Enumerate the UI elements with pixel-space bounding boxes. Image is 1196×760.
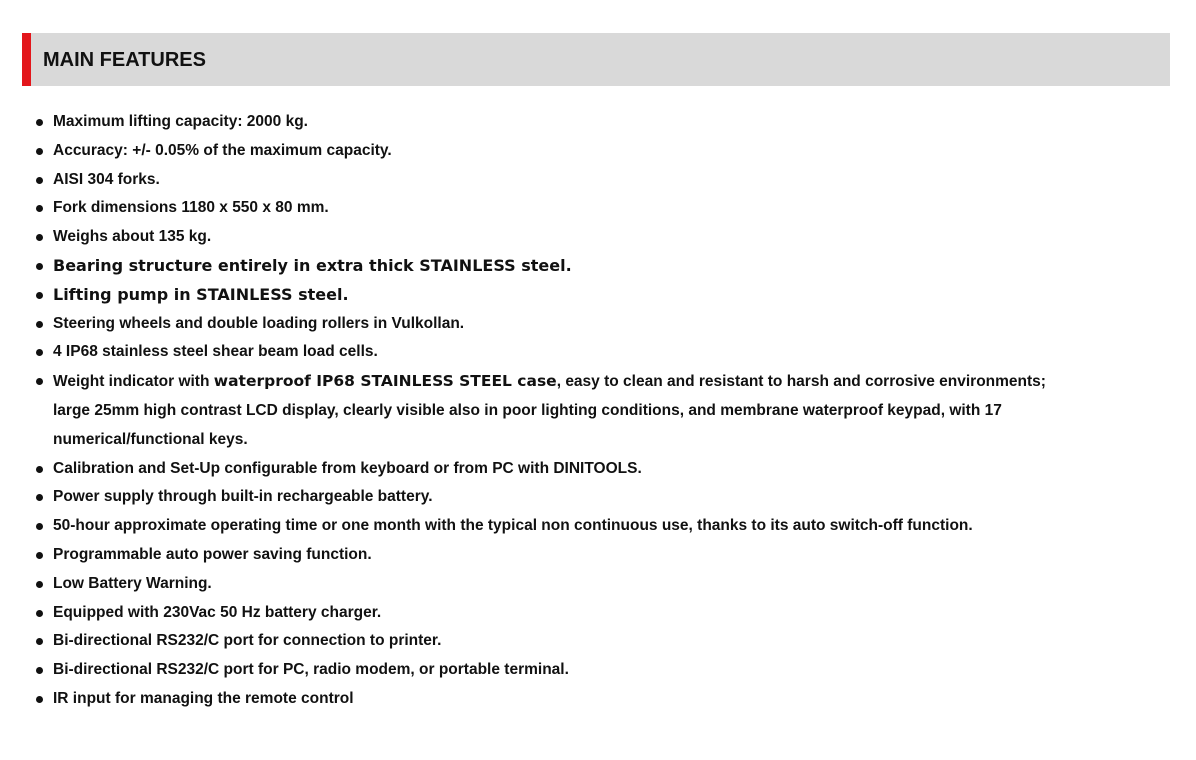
- list-item: [36, 310, 1176, 339]
- list-item: [36, 223, 1176, 252]
- feature-text: Fork dimensions 1180 x 550 x 80 mm.: [53, 199, 329, 217]
- bullet-icon: [36, 523, 43, 530]
- list-item: [36, 281, 1176, 310]
- list-item: [36, 541, 1176, 570]
- list-item: [36, 627, 1176, 656]
- feature-text: Equipped with 230Vac 50 Hz battery charger.: [53, 603, 382, 621]
- bullet-icon: [36, 177, 43, 184]
- section-header: [22, 33, 1170, 86]
- list-item: [36, 685, 1176, 714]
- bullet-icon: [36, 378, 43, 385]
- list-item: [36, 512, 1176, 541]
- bullet-icon: [36, 696, 43, 703]
- feature-text: IR input for managing the remote control: [53, 689, 354, 707]
- list-item: [36, 108, 1176, 137]
- list-item: [36, 455, 1176, 484]
- bullet-icon: [36, 234, 43, 241]
- list-item: [36, 656, 1176, 685]
- bullet-icon: [36, 581, 43, 588]
- bullet-icon: [36, 466, 43, 473]
- feature-text: Bi-directional RS232/C port for PC, radio modem, or portable terminal.: [53, 661, 569, 679]
- feature-text-highlight: waterproof IP68 STAINLESS STEEL case: [213, 372, 557, 391]
- feature-text: Programmable auto power saving function.: [53, 545, 372, 563]
- bullet-icon: [36, 610, 43, 617]
- feature-text: Calibration and Set-Up configurable from keyboard or from PC with DINITOOLS.: [53, 459, 642, 477]
- list-item: [36, 570, 1176, 599]
- bullet-icon: [36, 205, 43, 212]
- list-item: [36, 194, 1176, 223]
- bullet-icon: [36, 321, 43, 328]
- bullet-icon: [36, 148, 43, 155]
- list-item: [36, 166, 1176, 195]
- feature-text-rest: , easy to clean and resistant to harsh and corrosive environments;: [556, 373, 1046, 391]
- section-title: MAIN FEATURES: [43, 49, 206, 71]
- bullet-icon: [36, 667, 43, 674]
- list-item: [36, 367, 1176, 454]
- list-item: [36, 599, 1176, 628]
- list-item: [36, 338, 1176, 367]
- feature-text: Lifting pump in STAINLESS steel.: [53, 284, 349, 304]
- feature-text: 4 IP68 stainless steel shear beam load cells.: [53, 343, 378, 361]
- feature-text: Accuracy: +/- 0.05% of the maximum capacity.: [53, 141, 392, 159]
- feature-text: Power supply through built-in rechargeable battery.: [53, 488, 433, 506]
- feature-text: AISI 304 forks.: [53, 170, 160, 188]
- bullet-icon: [36, 638, 43, 645]
- feature-text: Maximum lifting capacity: 2000 kg.: [53, 113, 308, 130]
- feature-text: Bearing structure entirely in extra thick STAINLESS steel.: [53, 255, 572, 275]
- feature-text-prefix: Weight indicator with: [53, 373, 214, 391]
- bullet-icon: [36, 349, 43, 356]
- feature-text: Bi-directional RS232/C port for connection to printer.: [53, 632, 442, 650]
- list-item: [36, 137, 1176, 166]
- bullet-icon: [36, 494, 43, 501]
- feature-line-3: numerical/functional keys.: [53, 430, 248, 448]
- bullet-icon: [36, 552, 43, 559]
- feature-line-1: [53, 367, 1176, 397]
- bullet-icon: [36, 263, 43, 270]
- feature-line-2: large 25mm high contrast LCD display, clearly visible also in poor lighting conditions, and membrane waterproof keypad, with 17: [53, 401, 1002, 419]
- bullet-icon: [36, 119, 43, 126]
- feature-text: Low Battery Warning.: [53, 574, 212, 592]
- feature-text: 50-hour approximate operating time or one month with the typical non continuous use, thanks to its auto switch-off function.: [53, 517, 973, 535]
- bullet-icon: [36, 292, 43, 299]
- list-item: [36, 483, 1176, 512]
- feature-list: [36, 108, 1176, 714]
- feature-text: Weighs about 135 kg.: [53, 228, 212, 246]
- feature-text: Steering wheels and double loading rollers in Vulkollan.: [53, 314, 465, 332]
- list-item: [36, 252, 1176, 281]
